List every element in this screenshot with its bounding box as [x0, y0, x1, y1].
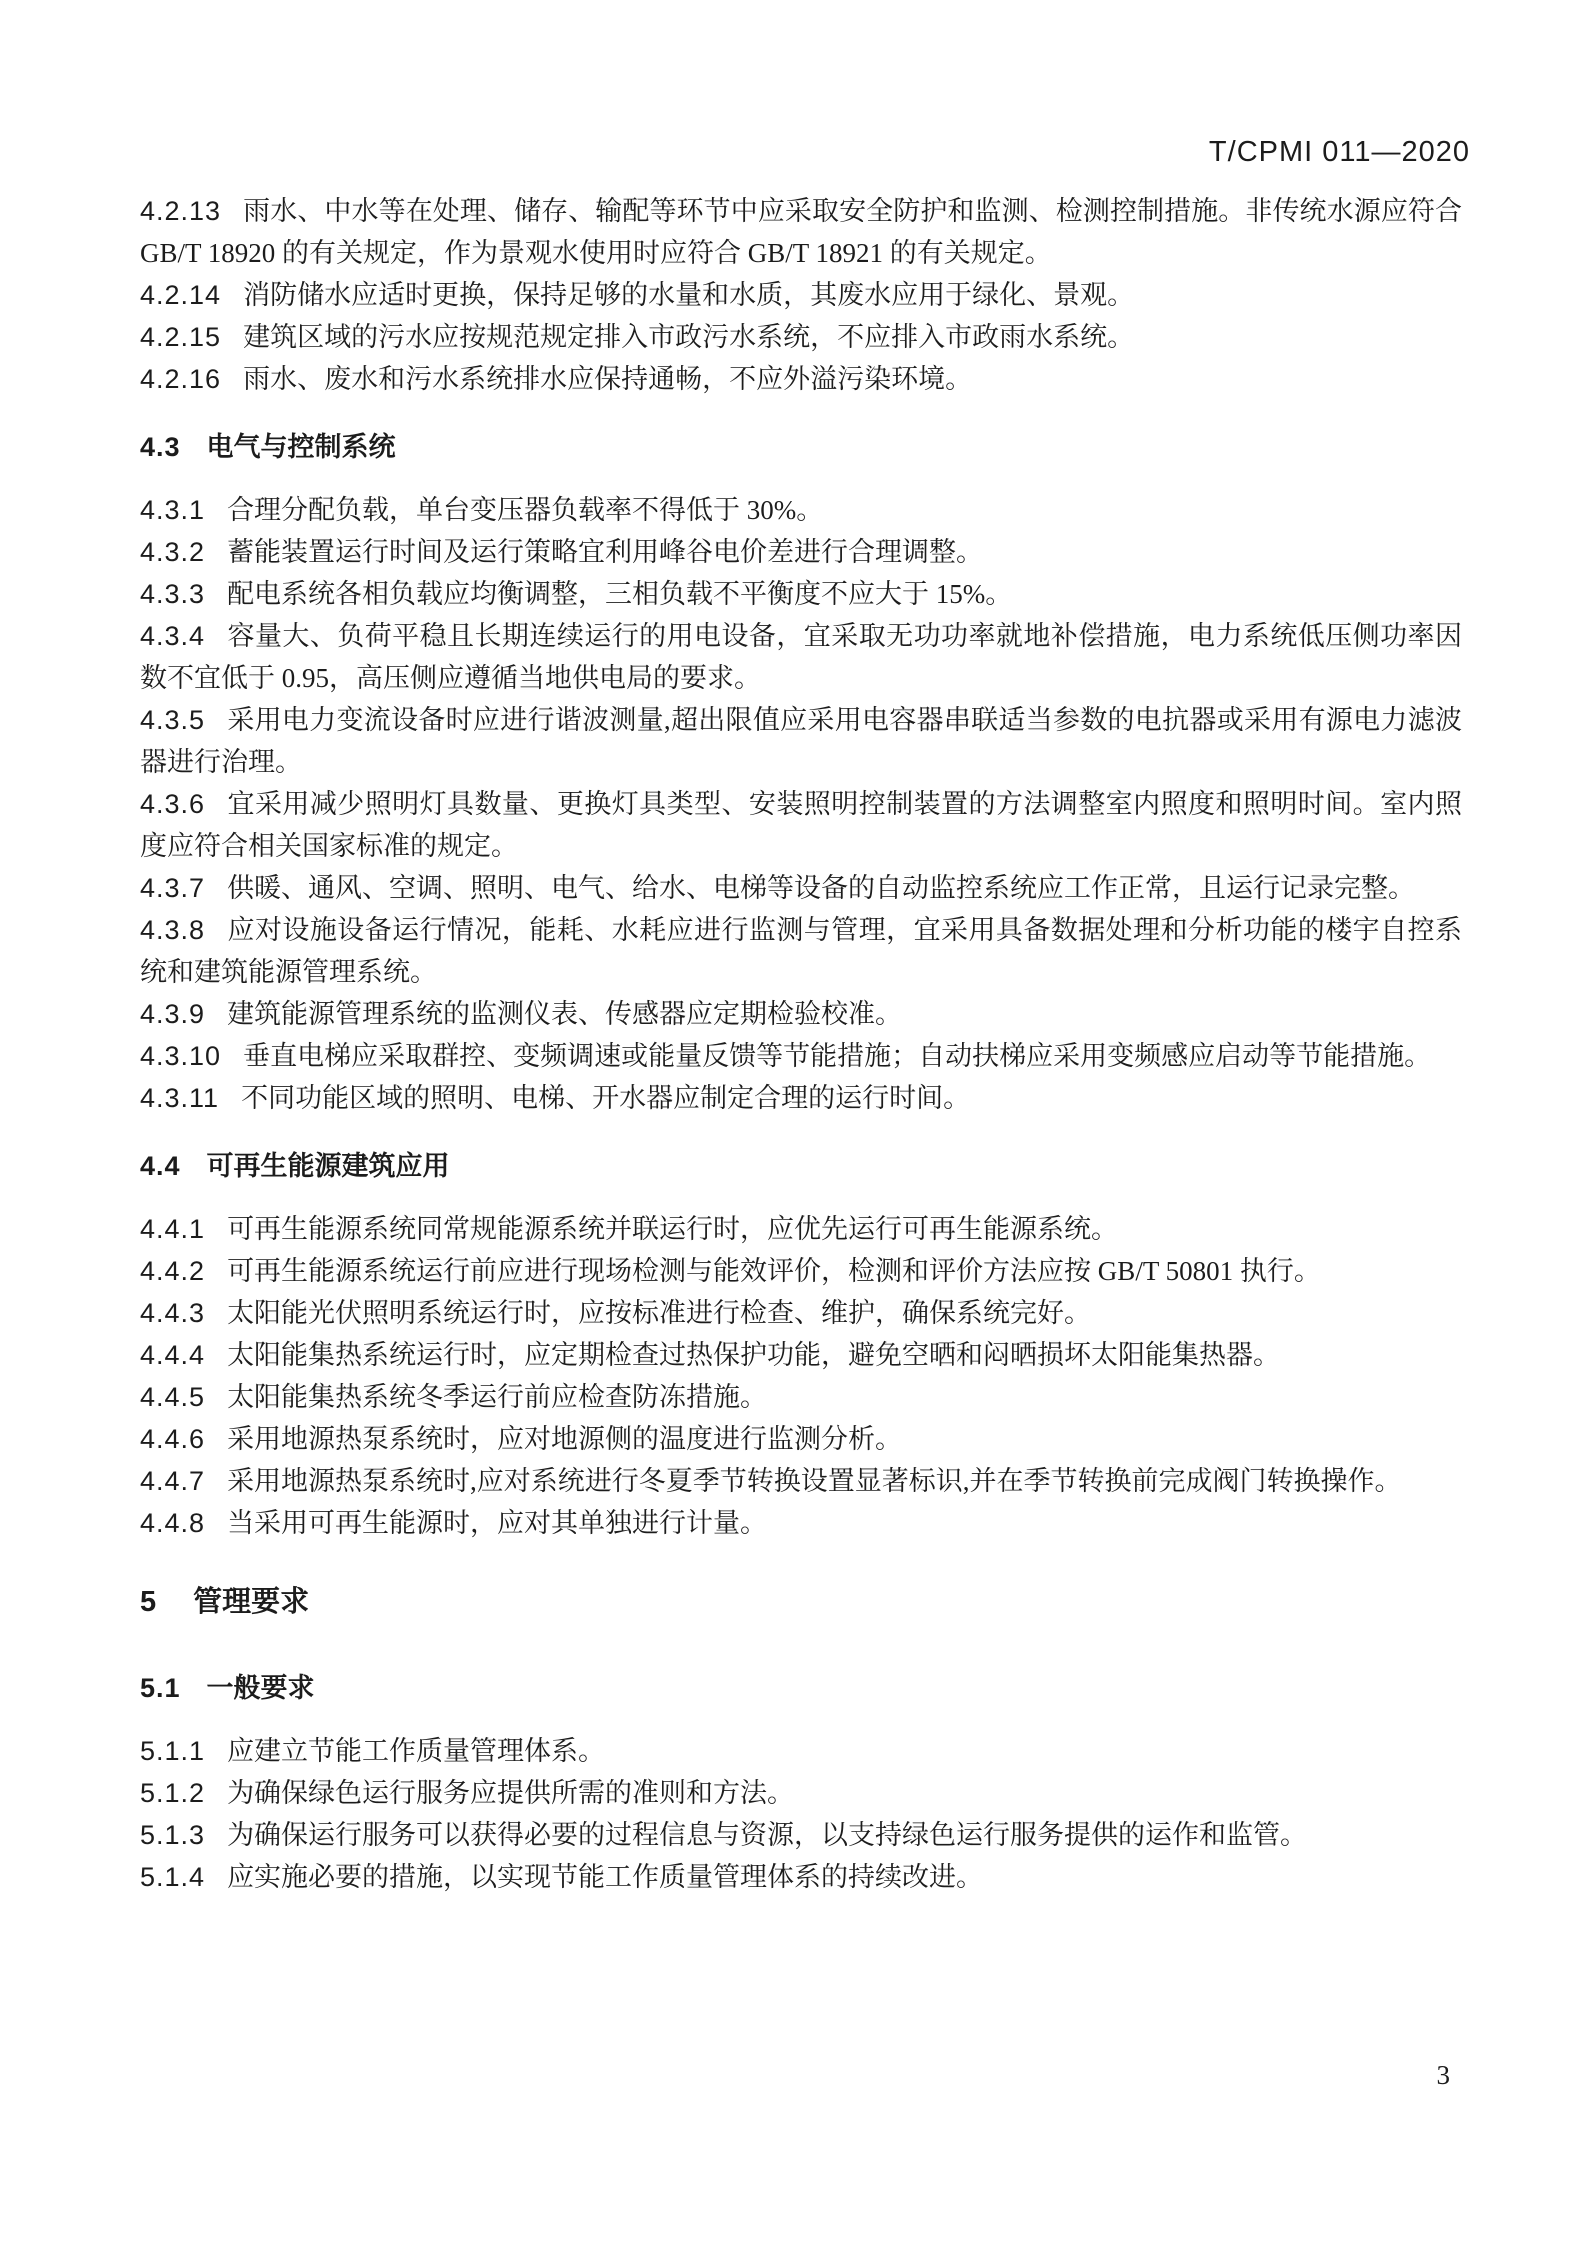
clause-number: 5.1.2: [140, 1778, 206, 1808]
clause-number: 5: [140, 1586, 158, 1618]
clause-number: 4.3.10: [140, 1041, 222, 1071]
clause-4.4.5: [140, 1376, 1462, 1418]
clause-text: 消防储水应适时更换，保持足够的水量和水质，其废水应用于绿化、景观。: [243, 280, 1135, 310]
clause-number: 5.1.3: [140, 1820, 206, 1850]
document-body: [140, 190, 1462, 1898]
clause-4.3.7: [140, 867, 1462, 909]
clause-text: 太阳能集热系统冬季运行前应检查防冻措施。: [227, 1382, 768, 1412]
clause-4.2.14: [140, 274, 1462, 316]
section-heading-5.1: [140, 1667, 1462, 1709]
clause-4.4.7: [140, 1460, 1462, 1502]
clause-text: 电气与控制系统: [206, 432, 396, 462]
clause-number: 4.4.8: [140, 1508, 206, 1538]
clause-number: 4.3.6: [140, 789, 206, 819]
clause-number: 4.2.14: [140, 280, 222, 310]
document-header: [140, 136, 1470, 169]
clause-text: 采用地源热泵系统时，应对地源侧的温度进行监测分析。: [227, 1424, 903, 1454]
clause-4.3.2: [140, 531, 1462, 573]
clause-text: 垂直电梯应采取群控、变频调速或能量反馈等节能措施；自动扶梯应采用变频感应启动等节能措施。: [243, 1041, 1432, 1071]
clause-number: 4.4: [140, 1151, 181, 1181]
clause-4.2.16: [140, 358, 1462, 400]
clause-4.4.8: [140, 1502, 1462, 1544]
clause-number: 4.3.11: [140, 1083, 220, 1113]
clause-number: 4.3.1: [140, 495, 206, 525]
clause-4.3.11: [140, 1077, 1462, 1119]
clause-text: 可再生能源建筑应用: [206, 1151, 450, 1181]
clause-number: 4.3.5: [140, 705, 206, 735]
clause-5.1.4: [140, 1856, 1462, 1898]
clause-4.3.9: [140, 993, 1462, 1035]
clause-4.4.4: [140, 1334, 1462, 1376]
clause-text: 雨水、中水等在处理、储存、输配等环节中应采取安全防护和监测、检测控制措施。非传统水源应符合 GB/T 18920 的有关规定，作为景观水使用时应符合 GB/T 18921 的有关规定。: [140, 196, 1462, 268]
clause-text: 采用地源热泵系统时,应对系统进行冬夏季节转换设置显著标识,并在季节转换前完成阀门转换操作。: [227, 1466, 1402, 1496]
clause-number: 4.4.5: [140, 1382, 206, 1412]
clause-number: 4.3.7: [140, 873, 206, 903]
clause-number: 4.3.3: [140, 579, 206, 609]
clause-4.4.3: [140, 1292, 1462, 1334]
clause-4.2.15: [140, 316, 1462, 358]
clause-number: 4.4.2: [140, 1256, 206, 1286]
clause-number: 5.1: [140, 1673, 181, 1703]
chapter-heading-5: [140, 1581, 1462, 1623]
clause-text: 容量大、负荷平稳且长期连续运行的用电设备，宜采取无功功率就地补偿措施，电力系统低压侧功率因数不宜低于 0.95，高压侧应遵循当地供电局的要求。: [140, 621, 1462, 693]
clause-text: 合理分配负载，单台变压器负载率不得低于 30%。: [227, 495, 824, 525]
clause-number: 5.1.1: [140, 1736, 206, 1766]
clause-text: 太阳能光伏照明系统运行时，应按标准进行检查、维护，确保系统完好。: [227, 1298, 1092, 1328]
clause-number: 4.3.8: [140, 915, 206, 945]
clause-4.3.4: [140, 615, 1462, 699]
clause-number: 4.4.3: [140, 1298, 206, 1328]
clause-number: 4.2.15: [140, 322, 222, 352]
clause-text: 蓄能装置运行时间及运行策略宜利用峰谷电价差进行合理调整。: [227, 537, 984, 567]
clause-number: 4.3.4: [140, 621, 206, 651]
clause-4.3.10: [140, 1035, 1462, 1077]
clause-number: 4.4.7: [140, 1466, 206, 1496]
clause-4.3.1: [140, 489, 1462, 531]
clause-4.4.6: [140, 1418, 1462, 1460]
standard-code: T/CPMI 011—2020: [1208, 136, 1470, 168]
clause-text: 应建立节能工作质量管理体系。: [227, 1736, 606, 1766]
clause-text: 为确保绿色运行服务应提供所需的准则和方法。: [227, 1778, 795, 1808]
clause-text: 可再生能源系统运行前应进行现场检测与能效评价，检测和评价方法应按 GB/T 50801 执行。: [227, 1256, 1321, 1286]
clause-4.3.6: [140, 783, 1462, 867]
clause-text: 配电系统各相负载应均衡调整，三相负载不平衡度不应大于 15%。: [227, 579, 1013, 609]
clause-text: 供暖、通风、空调、照明、电气、给水、电梯等设备的自动监控系统应工作正常，且运行记录完整。: [227, 873, 1416, 903]
clause-text: 一般要求: [206, 1673, 315, 1703]
clause-4.3.8: [140, 909, 1462, 993]
clause-text: 建筑区域的污水应按规范规定排入市政污水系统，不应排入市政雨水系统。: [243, 322, 1135, 352]
clause-text: 应实施必要的措施，以实现节能工作质量管理体系的持续改进。: [227, 1862, 984, 1892]
clause-text: 采用电力变流设备时应进行谐波测量,超出限值应采用电容器串联适当参数的电抗器或采用有源电力滤波器进行治理。: [140, 705, 1462, 777]
clause-text: 为确保运行服务可以获得必要的过程信息与资源，以支持绿色运行服务提供的运作和监管。: [227, 1820, 1308, 1850]
clause-text: 管理要求: [193, 1586, 310, 1618]
clause-4.4.1: [140, 1208, 1462, 1250]
section-heading-4.3: [140, 426, 1462, 468]
clause-text: 应对设施设备运行情况，能耗、水耗应进行监测与管理，宜采用具备数据处理和分析功能的楼宇自控系统和建筑能源管理系统。: [140, 915, 1462, 987]
clause-number: 4.3.2: [140, 537, 206, 567]
clause-4.3.3: [140, 573, 1462, 615]
clause-5.1.1: [140, 1730, 1462, 1772]
clause-4.4.2: [140, 1250, 1462, 1292]
clause-text: 不同功能区域的照明、电梯、开水器应制定合理的运行时间。: [241, 1083, 971, 1113]
clause-5.1.2: [140, 1772, 1462, 1814]
clause-4.2.13: [140, 190, 1462, 274]
page-number: 3: [1436, 2060, 1450, 2090]
clause-number: 4.4.6: [140, 1424, 206, 1454]
clause-number: 4.3.9: [140, 999, 206, 1029]
clause-text: 太阳能集热系统运行时，应定期检查过热保护功能，避免空晒和闷晒损坏太阳能集热器。: [227, 1340, 1281, 1370]
clause-number: 5.1.4: [140, 1862, 206, 1892]
clause-text: 当采用可再生能源时，应对其单独进行计量。: [227, 1508, 768, 1538]
clause-text: 雨水、废水和污水系统排水应保持通畅，不应外溢污染环境。: [243, 364, 973, 394]
clause-number: 4.4.1: [140, 1214, 206, 1244]
clause-text: 建筑能源管理系统的监测仪表、传感器应定期检验校准。: [227, 999, 903, 1029]
clause-number: 4.2.13: [140, 196, 222, 226]
clause-text: 可再生能源系统同常规能源系统并联运行时，应优先运行可再生能源系统。: [227, 1214, 1119, 1244]
clause-5.1.3: [140, 1814, 1462, 1856]
section-heading-4.4: [140, 1145, 1462, 1187]
clause-number: 4.4.4: [140, 1340, 206, 1370]
clause-4.3.5: [140, 699, 1462, 783]
clause-text: 宜采用减少照明灯具数量、更换灯具类型、安装照明控制装置的方法调整室内照度和照明时间。室内照度应符合相关国家标准的规定。: [140, 789, 1462, 861]
clause-number: 4.2.16: [140, 364, 222, 394]
clause-number: 4.3: [140, 432, 181, 462]
